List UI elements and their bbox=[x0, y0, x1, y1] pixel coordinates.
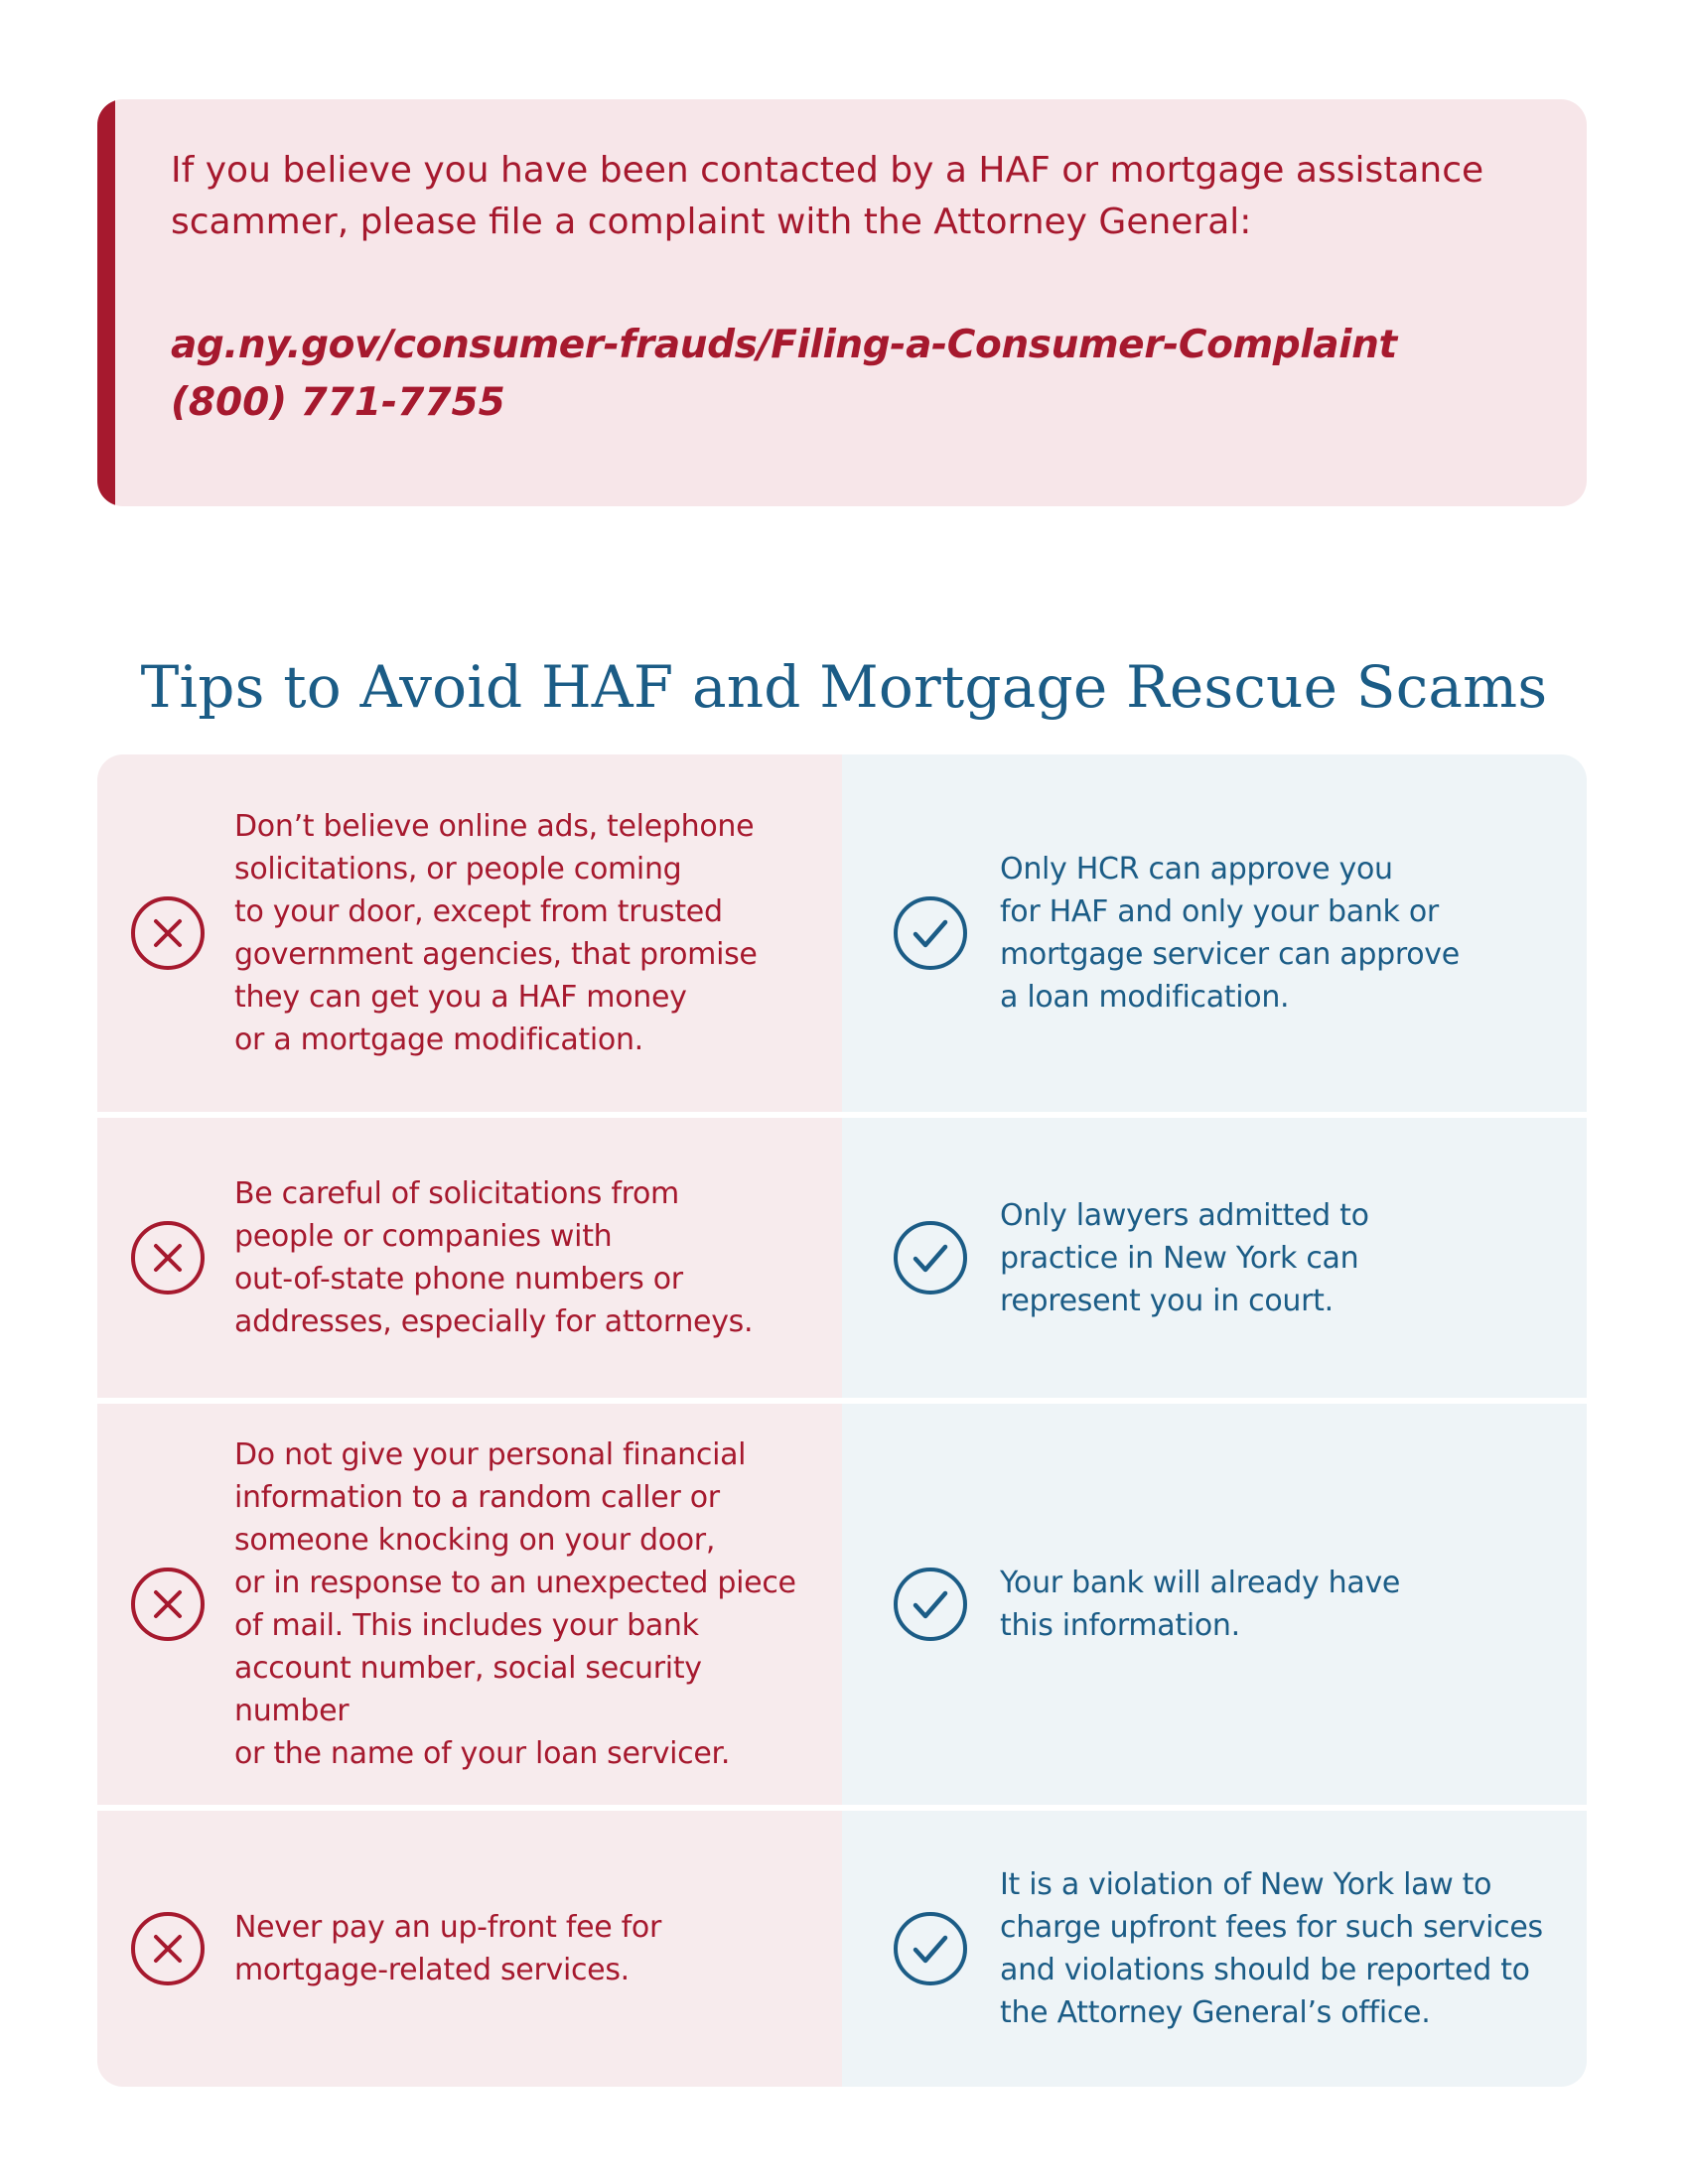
x-circle-icon bbox=[129, 1566, 207, 1643]
do-tip-text: Only HCR can approve you for HAF and only your bank or mortgage servicer can approve a loan modification. bbox=[1000, 852, 1460, 1015]
do-cell bbox=[842, 1404, 1587, 1805]
tips-grid bbox=[97, 754, 1587, 2087]
dont-cell bbox=[97, 1811, 842, 2087]
do-tip-text: Your bank will already have this information. bbox=[1000, 1566, 1401, 1643]
x-circle-icon bbox=[129, 1219, 207, 1297]
complaint-phone[interactable]: (800) 771-7755 bbox=[171, 380, 505, 425]
check-circle-icon bbox=[892, 1566, 969, 1643]
tip-row bbox=[97, 1404, 1587, 1805]
dont-cell bbox=[97, 1404, 842, 1805]
do-cell bbox=[842, 754, 1587, 1112]
check-circle-icon bbox=[892, 894, 969, 972]
check-circle-icon bbox=[892, 1910, 969, 1987]
do-cell bbox=[842, 1118, 1587, 1398]
dont-tip-text: Never pay an up-front fee for mortgage-related services. bbox=[234, 1910, 661, 1987]
dont-cell bbox=[97, 754, 842, 1112]
complaint-callout bbox=[97, 99, 1587, 506]
do-cell bbox=[842, 1811, 1587, 2087]
check-circle-icon bbox=[892, 1219, 969, 1297]
tips-title: Tips to Avoid HAF and Mortgage Rescue Scams bbox=[140, 653, 1548, 721]
tip-row bbox=[97, 754, 1587, 1112]
dont-cell bbox=[97, 1118, 842, 1398]
callout-intro-text: If you believe you have been contacted by a HAF or mortgage assistance scammer, please file a complaint with the Attorney General: bbox=[171, 150, 1484, 242]
do-tip-text: Only lawyers admitted to practice in New York can represent you in court. bbox=[1000, 1197, 1369, 1318]
dont-tip-text: Be careful of solicitations from people or companies with out-of-state phone numbers or addresses, especially for attorneys. bbox=[234, 1176, 754, 1339]
callout-accent-bar bbox=[97, 99, 115, 506]
tip-row bbox=[97, 1118, 1587, 1398]
do-tip-text: It is a violation of New York law to charge upfront fees for such services and violations should be reported to the Attorney General’s office. bbox=[1000, 1867, 1543, 2030]
tip-row bbox=[97, 1811, 1587, 2087]
complaint-link[interactable]: ag.ny.gov/consumer-frauds/Filing-a-Consumer-Complaint bbox=[171, 323, 1397, 367]
dont-tip-text: Don’t believe online ads, telephone solicitations, or people coming to your door, except from trusted government agencies, that promise they can get you a HAF money or a mortgage modification. bbox=[234, 809, 758, 1057]
x-circle-icon bbox=[129, 894, 207, 972]
dont-tip-text: Do not give your personal financial information to a random caller or someone knocking on your door, or in response to an unexpected piece of mail. This includes your bank account number, social security number or the name of your loan servicer. bbox=[234, 1437, 796, 1771]
x-circle-icon bbox=[129, 1910, 207, 1987]
